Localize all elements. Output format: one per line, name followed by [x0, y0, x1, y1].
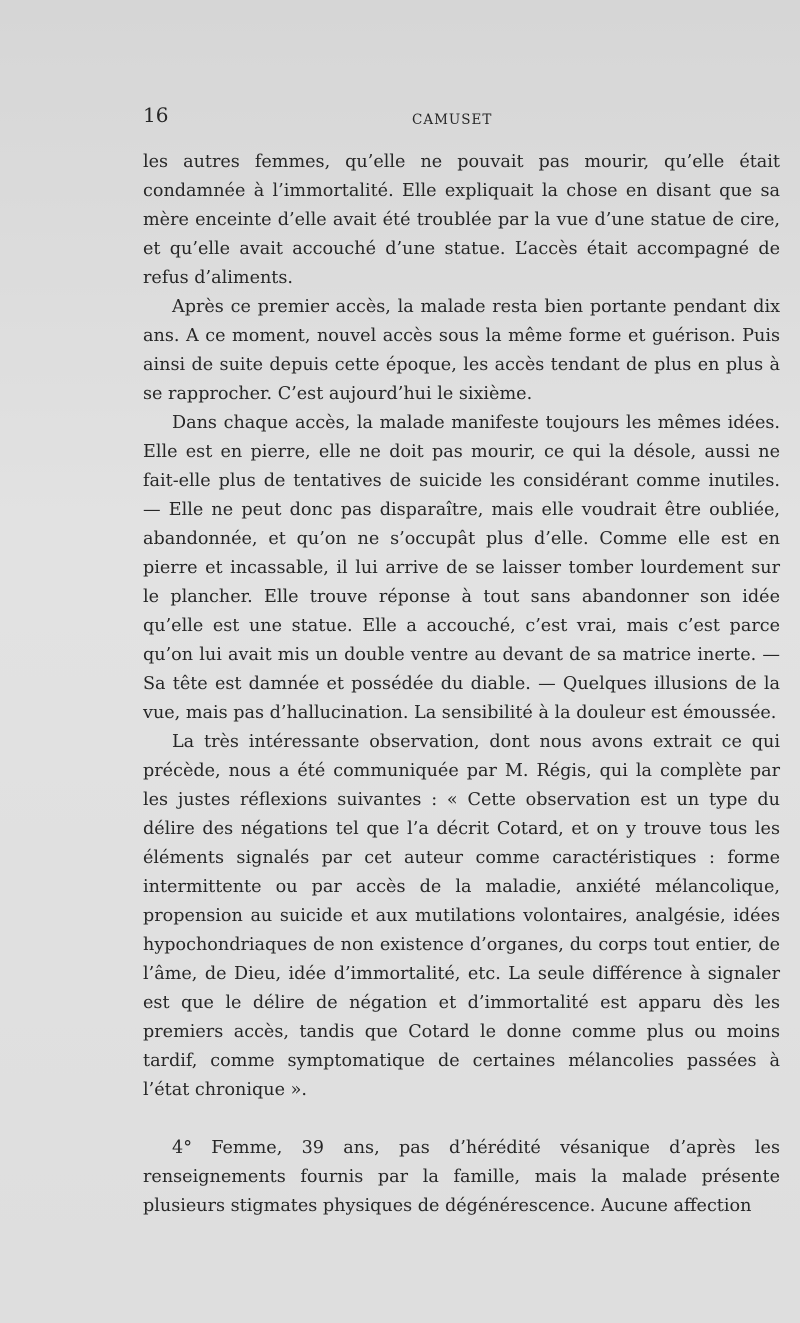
- paragraph-case-4: 4° Femme, 39 ans, pas d’hérédité vésanique d’après les renseignements fournis par la famille, mais la malade présente plusieurs stigmates physiques de dégénérescence. Aucune affection: [143, 1138, 780, 1216]
- running-head: [143, 103, 780, 133]
- paragraph-symptoms: Dans chaque accès, la malade manifeste toujours les mêmes idées. Elle est en pierre, elle ne doit pas mourir, ce qui la désole, aussi ne fait-elle plus de tentatives de suicide les considérant comme inutiles. — Elle ne peut donc pas disparaître, mais elle voudrait être oubliée, abandonnée, et qu’on ne s’occupât plus d’elle. Comme elle est en pierre et incassable, il lui arrive de se laisser tomber lourdement sur le plancher. Elle trouve réponse à tout sans abandonner son idée qu’elle est une statue. Elle a accouché, c’est vrai, mais c’est parce qu’on lui avait mis un double ventre au devant de sa matrice inerte. — Sa tête est damnée et possédée du diable. — Quelques illusions de la vue, mais pas d’hallucination. La sensibilité à la douleur est émoussée.: [143, 413, 780, 723]
- paragraph-regis-commentary: La très intéressante observation, dont nous avons extrait ce qui précède, nous a été communiquée par M. Régis, qui la complète par les justes réflexions suivantes : « Cette observation est un type du délire des négations tel que l’a décrit Cotard, et on y trouve tous les éléments signalés par cet auteur comme caractéristiques : forme intermittente ou par accès de la maladie, anxiété mélancolique, propension au suicide et aux mutilations volontaires, analgésie, idées hypochondriaques de non existence d’organes, du corps tout entier, de l’âme, de Dieu, idée d’immortalité, etc. La seule différence à signaler est que le délire de négation et d’immortalité est apparu dès les premiers accès, tandis que Cotard le donne comme plus ou moins tardif, comme symptomatique de certaines mélancolies passées à l’état chronique ».: [143, 732, 780, 1100]
- paragraph-remission: Après ce premier accès, la malade resta bien portante pendant dix ans. A ce moment, nouvel accès sous la même forme et guérison. Puis ainsi de suite depuis cette époque, les accès tendant de plus en plus à se rapprocher. C’est aujourd’hui le sixième.: [143, 297, 780, 404]
- running-title: CAMUSET: [412, 112, 493, 128]
- paragraph-continuation: les autres femmes, qu’elle ne pouvait pas mourir, qu’elle était condamnée à l’immortalité. Elle expliquait la chose en disant que sa mère enceinte d’elle avait été troublée par la vue d’une statue de cire, et qu’elle avait accouché d’une statue. L’accès était accompagné de refus d’aliments.: [143, 152, 780, 288]
- page-number: 16: [143, 103, 169, 127]
- body-text: [143, 148, 780, 1221]
